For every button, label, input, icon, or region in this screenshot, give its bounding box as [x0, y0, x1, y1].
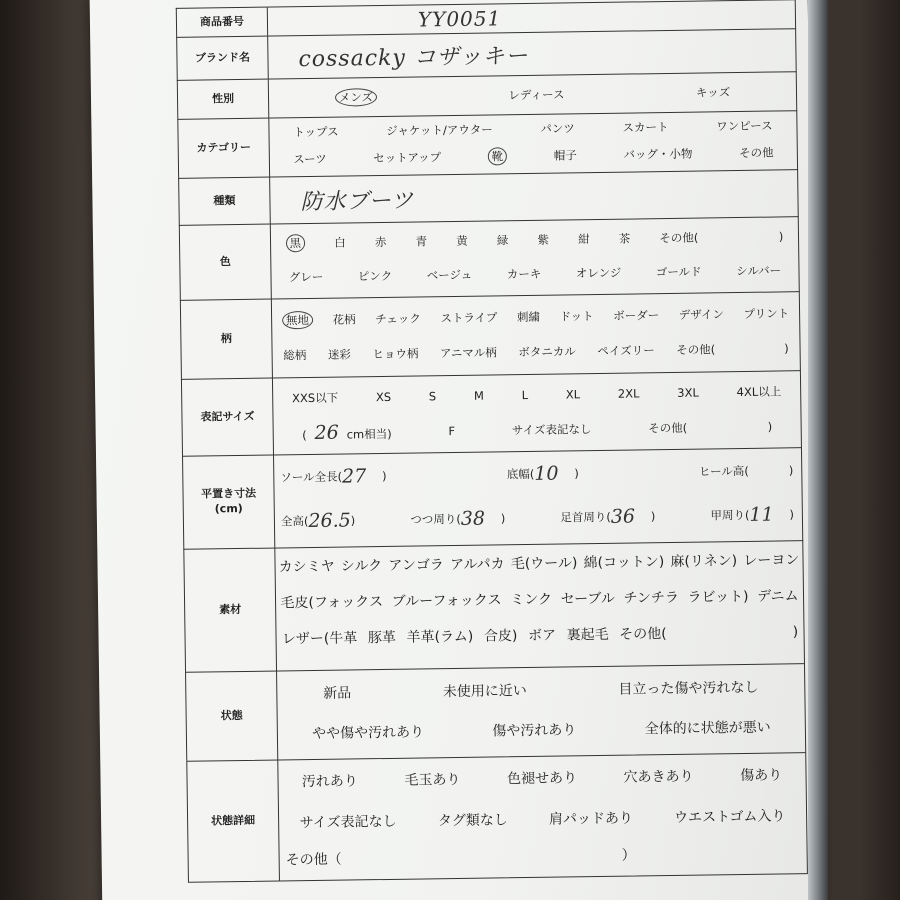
- pattern-row1: [272, 292, 800, 341]
- category-row-label: カテゴリー: [178, 119, 270, 178]
- option: M: [473, 388, 484, 403]
- measure-ankle-close: ): [650, 509, 656, 524]
- option: 新品: [323, 685, 352, 702]
- option: 靴: [488, 147, 508, 165]
- option: 無地: [282, 311, 313, 329]
- option: メンズ: [335, 88, 377, 107]
- size-cm-open: (: [302, 428, 307, 443]
- measure-total: [281, 509, 356, 532]
- option: 麻(リネン): [670, 553, 738, 571]
- product-no-value: YY0051: [417, 6, 502, 32]
- measure-line2: [275, 492, 803, 543]
- option: 帽子: [553, 148, 577, 163]
- color-row2: [271, 255, 798, 292]
- option: ブルーフォックス: [391, 592, 502, 610]
- option: 色褪せあり: [506, 770, 578, 788]
- kind-row: [178, 169, 799, 225]
- option: ペイズリー: [597, 343, 655, 359]
- option: 羊革(ラム): [406, 628, 474, 646]
- measure-heel-label: ヒール高(: [698, 463, 749, 479]
- material-row-cell: [275, 541, 804, 670]
- option: シルバー: [736, 263, 782, 279]
- option: その他: [738, 145, 774, 161]
- detail-row1: [278, 753, 806, 802]
- material-row-label: 素材: [184, 549, 277, 672]
- option: 穴あきあり: [623, 768, 694, 786]
- option: 茶: [618, 231, 631, 246]
- brand-row-label: ブランド名: [177, 37, 269, 80]
- option: レディース: [508, 87, 565, 103]
- kind-value: 防水ブーツ: [300, 188, 415, 215]
- option: アルパカ: [449, 556, 505, 574]
- measure-sole-close: ): [381, 468, 387, 484]
- option: 傷や汚れあり: [492, 722, 577, 740]
- option: 綿(コットン): [583, 554, 665, 572]
- measure-heel: [699, 462, 794, 479]
- measure-width-close: ): [574, 466, 579, 481]
- option: 迷彩: [327, 347, 351, 362]
- option: パンツ: [540, 121, 575, 136]
- option: ウエストゴム入り: [673, 808, 786, 826]
- option: 黒: [285, 234, 305, 252]
- option: カーキ: [506, 266, 542, 282]
- option: ミンク: [510, 591, 553, 609]
- option: スカート: [622, 119, 669, 135]
- option: サイズ表記なし: [299, 813, 397, 832]
- option: 肩パッドあり: [548, 810, 634, 828]
- option: ドット: [559, 309, 594, 324]
- size-cm-label: cm相当): [346, 426, 392, 442]
- option: XS: [375, 389, 392, 405]
- option: ワンピース: [716, 118, 773, 134]
- option: その他( ): [676, 341, 789, 357]
- color-row-cell: [271, 217, 799, 298]
- measure-ankle-label: 足首周り(: [560, 509, 611, 525]
- condition-row-cell: [277, 664, 805, 759]
- option: 3XL: [677, 385, 699, 400]
- option: シルク: [340, 558, 383, 575]
- color-row: [179, 216, 800, 300]
- material-row3: [276, 613, 803, 656]
- measure-ankle: [560, 505, 655, 528]
- measure-width-label: 底幅(: [506, 466, 535, 482]
- gender-row-cell: [269, 72, 796, 117]
- pattern-row2: [272, 334, 799, 369]
- measure-total-close: ): [350, 513, 356, 528]
- option: その他( ): [619, 624, 799, 643]
- option: キッズ: [695, 85, 731, 100]
- option: カシミヤ: [278, 558, 335, 576]
- option: 白: [334, 235, 346, 250]
- size-f: F: [448, 423, 456, 439]
- option: チェック: [375, 311, 421, 327]
- option: 紫: [537, 232, 550, 247]
- option: 裏起毛: [566, 626, 609, 644]
- color-row-label: 色: [180, 225, 272, 300]
- option: 緑: [496, 233, 509, 248]
- measure-total-value: 26.5: [308, 509, 351, 533]
- measure-instep-label: 甲周り(: [710, 507, 750, 523]
- option: 刺繍: [516, 309, 540, 325]
- option: アニマル柄: [439, 345, 497, 361]
- option: 赤: [374, 234, 387, 250]
- option: 合皮): [483, 628, 518, 645]
- option: 全体的に状態が悪い: [644, 719, 771, 738]
- measure-instep: [710, 503, 794, 526]
- measure-row: [182, 447, 803, 549]
- product-info-sheet: [90, 0, 821, 900]
- size-none: サイズ表記なし: [511, 422, 592, 438]
- size-other: その他( ): [648, 419, 773, 436]
- brand-value-line: [268, 29, 796, 78]
- option: ベージュ: [426, 267, 473, 283]
- option: アンゴラ: [388, 557, 445, 574]
- measure-row-label: 平置き寸法 (cm): [183, 456, 275, 549]
- brand-row-cell: [268, 29, 796, 78]
- option: セーブル: [560, 590, 616, 608]
- category-row: [177, 110, 798, 178]
- brand-row: [176, 28, 797, 80]
- option: その他( ): [659, 229, 784, 246]
- category-row-cell: [269, 111, 797, 176]
- option: 傷あり: [740, 767, 783, 785]
- kind-value-line: [270, 170, 798, 223]
- option: ピンク: [357, 268, 393, 284]
- size-row: [181, 370, 802, 456]
- kind-row-cell: [270, 170, 798, 223]
- option: やや傷や汚れあり: [311, 724, 425, 743]
- option: ラビット): [687, 588, 749, 606]
- measure-toe: [410, 507, 505, 530]
- option: 黄: [456, 233, 468, 248]
- kind-row-label: 種類: [179, 178, 271, 225]
- option: ボタニカル: [518, 344, 576, 360]
- sleeve-edge: [808, 0, 828, 900]
- size-row-cell: [273, 371, 801, 454]
- option: グレー: [288, 269, 324, 285]
- material-row: [183, 540, 805, 672]
- measure-width-value: 10: [534, 462, 559, 485]
- measure-toe-label: つつ周り(: [410, 511, 461, 527]
- measure-toe-close: ): [500, 511, 506, 526]
- option: XL: [565, 387, 581, 402]
- measure-line1: [274, 448, 802, 499]
- condition-row-label: 状態: [186, 672, 278, 761]
- option: L: [521, 387, 529, 403]
- option: プリント: [743, 306, 790, 321]
- size-cm-group: [302, 421, 392, 444]
- option: S: [428, 389, 437, 404]
- option: ヒョウ柄: [372, 346, 419, 362]
- size-row-label: 表記サイズ: [182, 379, 274, 456]
- option: 毛(ウール): [510, 555, 578, 573]
- option: 4XL以上: [736, 384, 782, 400]
- measure-toe-value: 38: [460, 507, 486, 530]
- option: 毛玉あり: [404, 771, 461, 789]
- option: 総柄: [283, 348, 307, 363]
- gender-row-label: 性別: [178, 80, 270, 119]
- condition-row: [185, 663, 806, 761]
- measure-ankle-value: 36: [610, 505, 636, 528]
- detail-row-cell: [278, 753, 807, 880]
- measure-heel-value: [749, 470, 789, 471]
- option: 花柄: [332, 312, 356, 327]
- option: チンチラ: [623, 589, 680, 607]
- option: デニム: [757, 588, 799, 605]
- option: ゴールド: [655, 264, 702, 280]
- detail-row: [186, 752, 808, 883]
- option: XXS以下: [291, 390, 339, 406]
- detail-other: その他（ ）: [285, 847, 636, 869]
- detail-row-label: 状態詳細: [187, 760, 280, 881]
- option: デザイン: [678, 307, 725, 322]
- pattern-row-label: 柄: [181, 300, 273, 379]
- option: スーツ: [293, 151, 327, 167]
- detail-row3: [279, 835, 806, 876]
- option: セットアップ: [373, 150, 442, 166]
- pattern-row-cell: [272, 292, 800, 377]
- measure-instep-close: ): [789, 507, 794, 522]
- condition-row1: [277, 664, 805, 715]
- measure-sole-label: ソール全長(: [280, 469, 343, 485]
- measure-instep-value: 11: [749, 503, 774, 526]
- option: トップス: [293, 124, 339, 140]
- option: 汚れあり: [301, 773, 358, 791]
- measure-row-cell: [274, 448, 802, 547]
- option: 毛皮(フォックス: [280, 594, 384, 612]
- option: 豚革: [367, 629, 397, 647]
- measure-width: [507, 462, 579, 485]
- size-row2: [274, 411, 801, 448]
- condition-row2: [278, 708, 805, 751]
- option: ジャケット/アウター: [386, 122, 493, 138]
- brand-value: cossacky コザッキー: [298, 43, 529, 72]
- option: 紺: [577, 232, 590, 247]
- measure-total-label: 全高(: [280, 514, 309, 529]
- option: ボア: [527, 627, 557, 644]
- option: 青: [415, 234, 428, 249]
- gender-options: [269, 72, 796, 117]
- option: バッグ・小物: [623, 146, 693, 162]
- measure-heel-close: ): [788, 463, 794, 478]
- measure-sole: [280, 465, 387, 488]
- option: レーヨン: [743, 552, 800, 569]
- option: タグ類なし: [437, 812, 508, 830]
- option: ボーダー: [613, 308, 660, 323]
- size-cm-value: 26: [314, 421, 339, 444]
- option: 目立った傷や汚れなし: [618, 679, 759, 698]
- form-table: [176, 0, 808, 883]
- option: 未使用に近い: [442, 683, 527, 701]
- measure-sole-value: 27: [341, 465, 367, 488]
- option: レザー(牛革: [281, 630, 358, 648]
- option: ストライプ: [440, 310, 498, 326]
- option: 2XL: [617, 386, 640, 401]
- product-no-row-label: 商品番号: [177, 8, 268, 37]
- pattern-row: [180, 291, 801, 379]
- option: オレンジ: [575, 265, 622, 281]
